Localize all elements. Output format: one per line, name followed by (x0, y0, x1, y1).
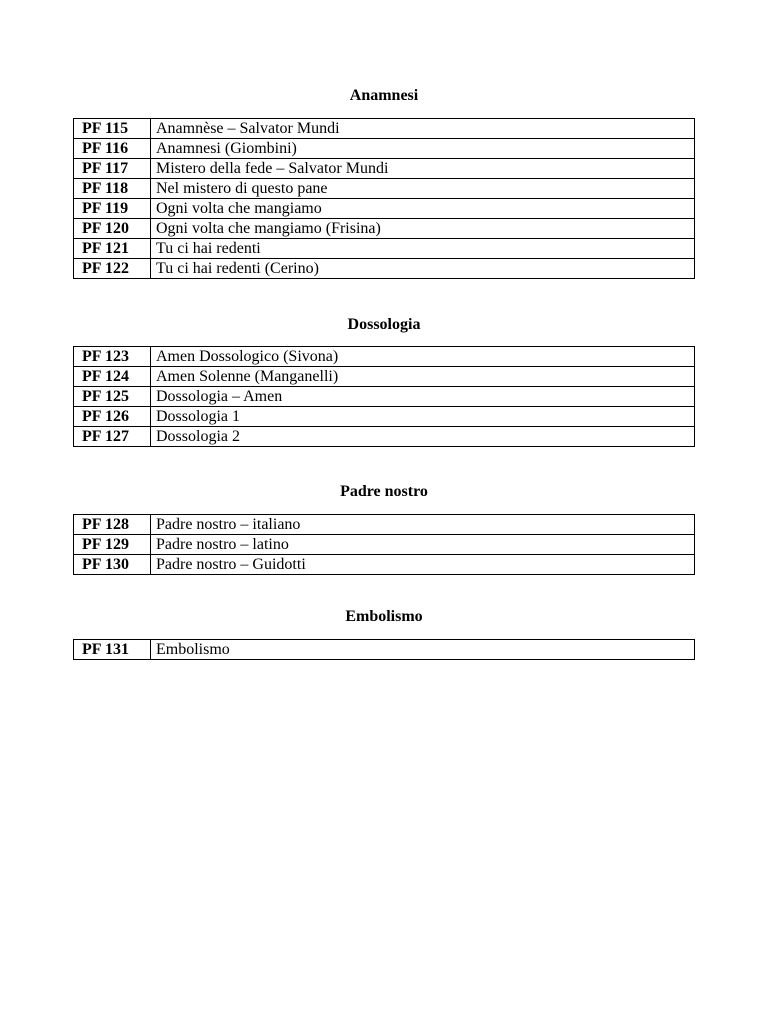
table-anamnesi (73, 118, 695, 279)
table-row (74, 387, 695, 407)
table-row (74, 119, 695, 139)
row-code: PF 115 (74, 119, 151, 139)
row-code: PF 120 (74, 219, 151, 239)
row-title: Ogni volta che mangiamo (151, 199, 695, 219)
row-code: PF 119 (74, 199, 151, 219)
table-row (74, 179, 695, 199)
section-title-anamnesi: Anamnesi (349, 87, 419, 104)
table-embolismo (73, 639, 695, 660)
table-padre-nostro (73, 514, 695, 575)
row-code: PF 129 (74, 535, 151, 555)
row-title: Tu ci hai redenti (151, 239, 695, 259)
row-code: PF 131 (74, 640, 151, 660)
row-title: Padre nostro – latino (151, 535, 695, 555)
table-row (74, 199, 695, 219)
row-code: PF 124 (74, 367, 151, 387)
row-title: Nel mistero di questo pane (151, 179, 695, 199)
row-code: PF 127 (74, 427, 151, 447)
table-row (74, 259, 695, 279)
row-title: Anamnèse – Salvator Mundi (151, 119, 695, 139)
table-row (74, 407, 695, 427)
section-title-dossologia: Dossologia (347, 316, 421, 333)
row-code: PF 122 (74, 259, 151, 279)
table-row (74, 427, 695, 447)
row-title: Ogni volta che mangiamo (Frisina) (151, 219, 695, 239)
row-code: PF 130 (74, 555, 151, 575)
row-code: PF 118 (74, 179, 151, 199)
table-dossologia (73, 346, 695, 447)
row-code: PF 125 (74, 387, 151, 407)
row-title: Dossologia 1 (151, 407, 695, 427)
table-row (74, 535, 695, 555)
row-title: Amen Dossologico (Sivona) (151, 347, 695, 367)
table-row (74, 219, 695, 239)
row-title: Mistero della fede – Salvator Mundi (151, 159, 695, 179)
table-row (74, 159, 695, 179)
table-row (74, 239, 695, 259)
row-code: PF 128 (74, 515, 151, 535)
row-code: PF 123 (74, 347, 151, 367)
section-title-embolismo: Embolismo (345, 608, 423, 625)
row-code: PF 117 (74, 159, 151, 179)
row-title: Amen Solenne (Manganelli) (151, 367, 695, 387)
row-title: Padre nostro – Guidotti (151, 555, 695, 575)
table-row (74, 367, 695, 387)
table-row (74, 347, 695, 367)
row-code: PF 126 (74, 407, 151, 427)
section-title-padre-nostro: Padre nostro (340, 483, 428, 500)
row-title: Anamnesi (Giombini) (151, 139, 695, 159)
table-row (74, 515, 695, 535)
row-title: Tu ci hai redenti (Cerino) (151, 259, 695, 279)
table-row (74, 640, 695, 660)
row-title: Padre nostro – italiano (151, 515, 695, 535)
row-code: PF 116 (74, 139, 151, 159)
table-row (74, 555, 695, 575)
table-row (74, 139, 695, 159)
row-title: Dossologia 2 (151, 427, 695, 447)
row-code: PF 121 (74, 239, 151, 259)
row-title: Dossologia – Amen (151, 387, 695, 407)
row-title: Embolismo (151, 640, 695, 660)
